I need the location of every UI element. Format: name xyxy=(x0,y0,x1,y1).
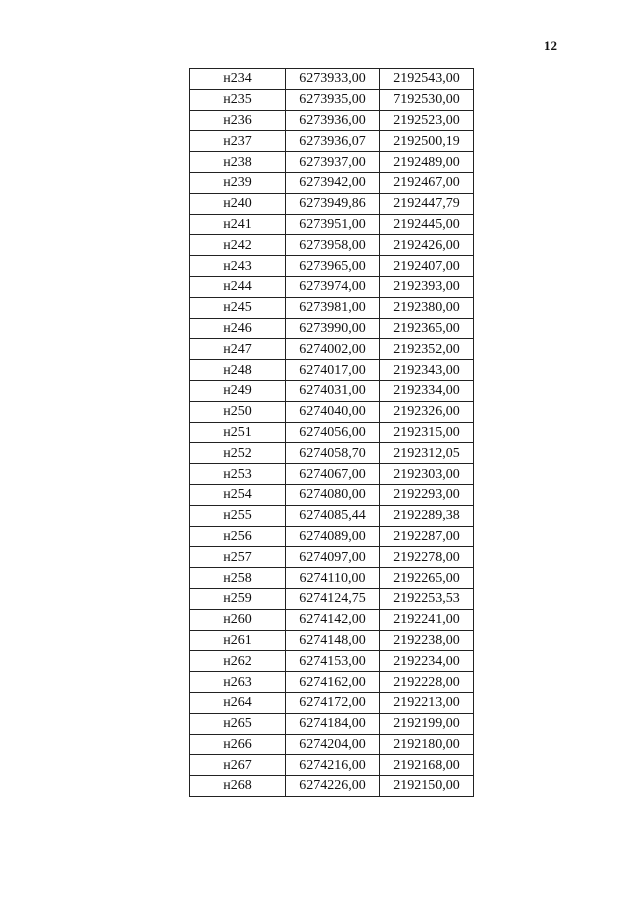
x-coordinate-cell: 6274089,00 xyxy=(286,526,380,547)
x-coordinate-cell: 6274031,00 xyxy=(286,380,380,401)
x-coordinate-cell: 6274142,00 xyxy=(286,609,380,630)
point-name-cell: н250 xyxy=(190,401,286,422)
coordinates-table-body xyxy=(190,69,474,797)
x-coordinate-cell: 6273958,00 xyxy=(286,235,380,256)
x-coordinate-cell: 6273937,00 xyxy=(286,152,380,173)
y-coordinate-cell: 2192500,19 xyxy=(380,131,474,152)
table-row xyxy=(190,630,474,651)
y-coordinate-cell: 2192407,00 xyxy=(380,256,474,277)
point-name-cell: н245 xyxy=(190,297,286,318)
point-name-cell: н257 xyxy=(190,547,286,568)
table-row xyxy=(190,89,474,110)
point-name-cell: н243 xyxy=(190,256,286,277)
point-name-cell: н260 xyxy=(190,609,286,630)
table-row xyxy=(190,734,474,755)
x-coordinate-cell: 6274153,00 xyxy=(286,651,380,672)
point-name-cell: н249 xyxy=(190,380,286,401)
point-name-cell: н256 xyxy=(190,526,286,547)
table-row xyxy=(190,360,474,381)
y-coordinate-cell: 2192150,00 xyxy=(380,776,474,797)
x-coordinate-cell: 6273990,00 xyxy=(286,318,380,339)
table-row xyxy=(190,131,474,152)
y-coordinate-cell: 2192278,00 xyxy=(380,547,474,568)
table-row xyxy=(190,276,474,297)
y-coordinate-cell: 2192326,00 xyxy=(380,401,474,422)
x-coordinate-cell: 6274002,00 xyxy=(286,339,380,360)
x-coordinate-cell: 6274226,00 xyxy=(286,776,380,797)
y-coordinate-cell: 2192265,00 xyxy=(380,568,474,589)
table-row xyxy=(190,235,474,256)
point-name-cell: н237 xyxy=(190,131,286,152)
table-row xyxy=(190,339,474,360)
x-coordinate-cell: 6273965,00 xyxy=(286,256,380,277)
table-row xyxy=(190,484,474,505)
x-coordinate-cell: 6274085,44 xyxy=(286,505,380,526)
table-row xyxy=(190,568,474,589)
table-row xyxy=(190,401,474,422)
y-coordinate-cell: 2192426,00 xyxy=(380,235,474,256)
x-coordinate-cell: 6273933,00 xyxy=(286,69,380,90)
point-name-cell: н235 xyxy=(190,89,286,110)
table-row xyxy=(190,547,474,568)
point-name-cell: н246 xyxy=(190,318,286,339)
point-name-cell: н255 xyxy=(190,505,286,526)
table-row xyxy=(190,214,474,235)
table-row xyxy=(190,193,474,214)
x-coordinate-cell: 6273936,07 xyxy=(286,131,380,152)
y-coordinate-cell: 2192241,00 xyxy=(380,609,474,630)
y-coordinate-cell: 2192447,79 xyxy=(380,193,474,214)
table-row xyxy=(190,672,474,693)
point-name-cell: н262 xyxy=(190,651,286,672)
y-coordinate-cell: 2192312,05 xyxy=(380,443,474,464)
point-name-cell: н263 xyxy=(190,672,286,693)
y-coordinate-cell: 2192238,00 xyxy=(380,630,474,651)
y-coordinate-cell: 2192234,00 xyxy=(380,651,474,672)
table-row xyxy=(190,651,474,672)
table-row xyxy=(190,110,474,131)
y-coordinate-cell: 2192213,00 xyxy=(380,692,474,713)
x-coordinate-cell: 6274216,00 xyxy=(286,755,380,776)
point-name-cell: н239 xyxy=(190,172,286,193)
y-coordinate-cell: 2192287,00 xyxy=(380,526,474,547)
point-name-cell: н238 xyxy=(190,152,286,173)
x-coordinate-cell: 6274204,00 xyxy=(286,734,380,755)
table-row xyxy=(190,464,474,485)
x-coordinate-cell: 6274040,00 xyxy=(286,401,380,422)
table-row xyxy=(190,297,474,318)
x-coordinate-cell: 6274110,00 xyxy=(286,568,380,589)
y-coordinate-cell: 2192228,00 xyxy=(380,672,474,693)
x-coordinate-cell: 6273949,86 xyxy=(286,193,380,214)
y-coordinate-cell: 2192315,00 xyxy=(380,422,474,443)
y-coordinate-cell: 2192334,00 xyxy=(380,380,474,401)
y-coordinate-cell: 2192543,00 xyxy=(380,69,474,90)
coordinates-table xyxy=(189,68,474,797)
y-coordinate-cell: 2192445,00 xyxy=(380,214,474,235)
x-coordinate-cell: 6274124,75 xyxy=(286,588,380,609)
y-coordinate-cell: 2192303,00 xyxy=(380,464,474,485)
table-row xyxy=(190,69,474,90)
point-name-cell: н251 xyxy=(190,422,286,443)
table-row xyxy=(190,443,474,464)
point-name-cell: н259 xyxy=(190,588,286,609)
x-coordinate-cell: 6274080,00 xyxy=(286,484,380,505)
point-name-cell: н258 xyxy=(190,568,286,589)
point-name-cell: н265 xyxy=(190,713,286,734)
point-name-cell: н268 xyxy=(190,776,286,797)
table-row xyxy=(190,256,474,277)
y-coordinate-cell: 2192168,00 xyxy=(380,755,474,776)
point-name-cell: н240 xyxy=(190,193,286,214)
point-name-cell: н252 xyxy=(190,443,286,464)
y-coordinate-cell: 2192352,00 xyxy=(380,339,474,360)
point-name-cell: н244 xyxy=(190,276,286,297)
x-coordinate-cell: 6273935,00 xyxy=(286,89,380,110)
x-coordinate-cell: 6274058,70 xyxy=(286,443,380,464)
point-name-cell: н241 xyxy=(190,214,286,235)
y-coordinate-cell: 2192393,00 xyxy=(380,276,474,297)
x-coordinate-cell: 6274184,00 xyxy=(286,713,380,734)
x-coordinate-cell: 6274097,00 xyxy=(286,547,380,568)
table-row xyxy=(190,505,474,526)
point-name-cell: н236 xyxy=(190,110,286,131)
x-coordinate-cell: 6274162,00 xyxy=(286,672,380,693)
table-row xyxy=(190,755,474,776)
x-coordinate-cell: 6273942,00 xyxy=(286,172,380,193)
y-coordinate-cell: 2192380,00 xyxy=(380,297,474,318)
table-row xyxy=(190,776,474,797)
table-row xyxy=(190,380,474,401)
table-row xyxy=(190,172,474,193)
table-row xyxy=(190,609,474,630)
point-name-cell: н242 xyxy=(190,235,286,256)
y-coordinate-cell: 2192343,00 xyxy=(380,360,474,381)
table-row xyxy=(190,588,474,609)
x-coordinate-cell: 6274148,00 xyxy=(286,630,380,651)
y-coordinate-cell: 2192365,00 xyxy=(380,318,474,339)
point-name-cell: н264 xyxy=(190,692,286,713)
point-name-cell: н234 xyxy=(190,69,286,90)
x-coordinate-cell: 6273951,00 xyxy=(286,214,380,235)
x-coordinate-cell: 6274172,00 xyxy=(286,692,380,713)
y-coordinate-cell: 2192253,53 xyxy=(380,588,474,609)
y-coordinate-cell: 2192523,00 xyxy=(380,110,474,131)
point-name-cell: н248 xyxy=(190,360,286,381)
point-name-cell: н267 xyxy=(190,755,286,776)
table-row xyxy=(190,422,474,443)
point-name-cell: н266 xyxy=(190,734,286,755)
x-coordinate-cell: 6274067,00 xyxy=(286,464,380,485)
x-coordinate-cell: 6274017,00 xyxy=(286,360,380,381)
page-number: 12 xyxy=(544,38,557,53)
table-row xyxy=(190,318,474,339)
y-coordinate-cell: 7192530,00 xyxy=(380,89,474,110)
y-coordinate-cell: 2192199,00 xyxy=(380,713,474,734)
table-row xyxy=(190,152,474,173)
point-name-cell: н254 xyxy=(190,484,286,505)
table-row xyxy=(190,713,474,734)
y-coordinate-cell: 2192293,00 xyxy=(380,484,474,505)
point-name-cell: н247 xyxy=(190,339,286,360)
x-coordinate-cell: 6273936,00 xyxy=(286,110,380,131)
y-coordinate-cell: 2192467,00 xyxy=(380,172,474,193)
x-coordinate-cell: 6274056,00 xyxy=(286,422,380,443)
y-coordinate-cell: 2192180,00 xyxy=(380,734,474,755)
point-name-cell: н261 xyxy=(190,630,286,651)
y-coordinate-cell: 2192289,38 xyxy=(380,505,474,526)
point-name-cell: н253 xyxy=(190,464,286,485)
table-row xyxy=(190,692,474,713)
y-coordinate-cell: 2192489,00 xyxy=(380,152,474,173)
table-row xyxy=(190,526,474,547)
x-coordinate-cell: 6273974,00 xyxy=(286,276,380,297)
x-coordinate-cell: 6273981,00 xyxy=(286,297,380,318)
